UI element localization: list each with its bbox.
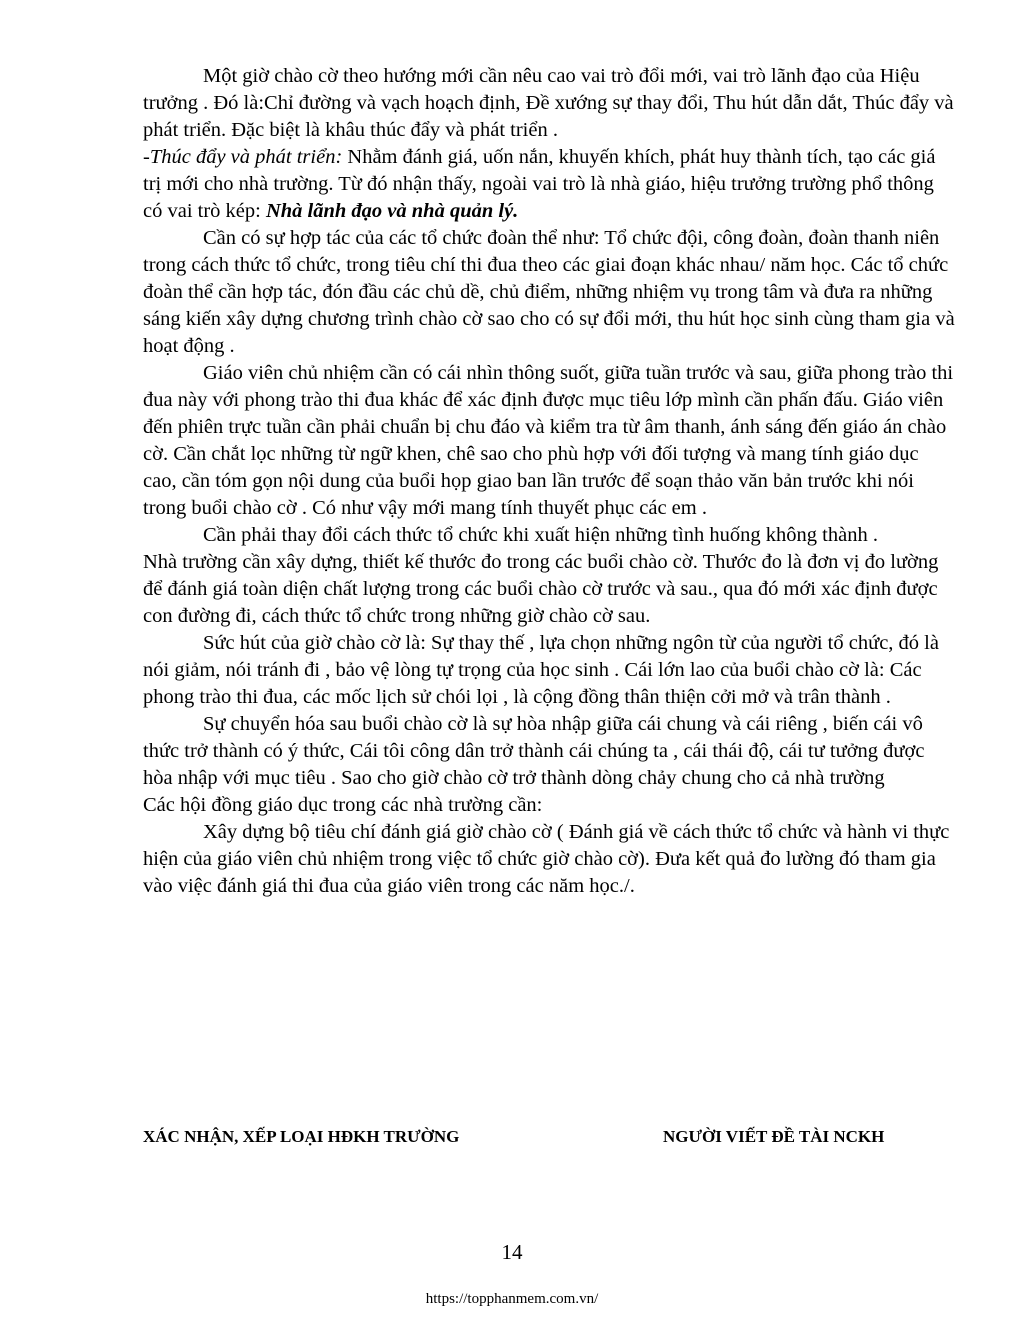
paragraph-appeal — [143, 630, 955, 711]
signature-author: NGƯỜI VIẾT ĐỀ TÀI NCKH — [663, 1127, 885, 1146]
signature-school-council: XÁC NHẬN, XẾP LOẠI HĐKH TRƯỜNG — [143, 1127, 460, 1146]
paragraph-councils — [143, 792, 955, 819]
paragraph-intro — [143, 63, 955, 144]
paragraph-text: Sự chuyển hóa sau buổi chào cờ là sự hòa nhập giữa cái chung và cái riêng , biến cái vô thức trở thành có ý thức, Cái tôi công dân trở thành cái chúng ta , cái thái độ, cái tư tưởng được hòa nhập với mục tiêu . Sao cho giờ chào cờ trở thành dòng chảy chung cho cả nhà trường — [143, 713, 925, 789]
footer-url: https://topphanmem.com.vn/ — [425, 1291, 599, 1307]
page-number: 14 — [501, 1240, 523, 1264]
paragraph-transformation — [143, 711, 955, 792]
paragraph-cooperation — [143, 225, 955, 360]
paragraph-text: Nhằm đánh giá, uốn nắn, khuyến khích, phát huy thành tích, tạo các giá trị mới cho nhà trường. Từ đó nhận thấy, ngoài vai trò là nhà giáo, hiệu trưởng trường phổ thông có vai trò kép: — [143, 146, 936, 222]
paragraph-change-organization — [143, 522, 955, 549]
paragraph-measurement — [143, 549, 955, 630]
paragraph-text: Cần phải thay đổi cách thức tổ chức khi xuất hiện những tình huống không thành . — [203, 524, 878, 546]
paragraph-text: Giáo viên chủ nhiệm cần có cái nhìn thông suốt, giữa tuần trước và sau, giữa phong trào thi đua này với phong trào thi đua khác để xác định được mục tiêu lớp mình cần phấn đấu. Giáo viên đến phiên trực tuần cần phải chuẩn bị chu đáo và kiểm tra từ âm thanh, ánh sáng đến giáo án chào cờ. Cần chắt lọc những từ ngữ khen, chê sao cho phù hợp với đối tượng và mang tính giáo dục cao, cần tóm gọn nội dung của buổi họp giao ban lần trước để soạn thảo văn bản trước khi nói trong buổi chào cờ . Có như vậy mới mang tính thuyết phục các em . — [143, 362, 954, 519]
signature-row — [143, 1127, 955, 1151]
paragraph-homeroom-teacher — [143, 360, 955, 522]
paragraph-criteria — [143, 819, 955, 900]
paragraph-emphasis-bold: Nhà lãnh đạo và nhà quản lý. — [265, 200, 519, 222]
paragraph-text: Sức hút của giờ chào cờ là: Sự thay thế , lựa chọn những ngôn từ của người tổ chức, đó là nói giảm, nói tránh đi , bảo vệ lòng tự trọng của học sinh . Cái lớn lao của buổi chào cờ là: Các phong trào thi đua, các mốc lịch sử chói lọi , là cộng đồng thân thiện cởi mở và trân thành . — [143, 632, 939, 708]
paragraph-text: Cần có sự hợp tác của các tổ chức đoàn thể như: Tổ chức đội, công đoàn, đoàn thanh niên trong cách thức tổ chức, trong tiêu chí thi đua theo các giai đoạn khác nhau/ năm học. Các tổ chức đoàn thể cần hợp tác, đón đầu các chủ dề, chủ điểm, những nhiệm vụ trong tâm và đưa ra những sáng kiến xây dựng chương trình chào cờ sao cho có sự đổi mới, thu hút học sinh cùng tham gia và hoạt động . — [143, 227, 955, 357]
paragraph-promote-develop — [143, 144, 955, 225]
paragraph-text: Các hội đồng giáo dục trong các nhà trường cần: — [143, 794, 543, 816]
document-body — [143, 63, 955, 900]
paragraph-text: Xây dựng bộ tiêu chí đánh giá giờ chào cờ ( Đánh giá về cách thức tổ chức và hành vi thực hiện của giáo viên chủ nhiệm trong việc tổ chức giờ chào cờ). Đưa kết quả đo lường đó tham gia vào việc đánh giá thi đua của giáo viên trong các năm học./. — [143, 821, 950, 897]
paragraph-text: Một giờ chào cờ theo hướng mới cần nêu cao vai trò đổi mới, vai trò lãnh đạo của Hiệu trưởng . Đó là:Chỉ đường và vạch hoạch định, Đề xướng sự thay đổi, Thu hút dẫn dắt, Thúc đẩy và phát triển. Đặc biệt là khâu thúc đẩy và phát triển . — [143, 65, 954, 141]
paragraph-text: Nhà trường cần xây dựng, thiết kế thước đo trong các buổi chào cờ. Thước đo là đơn vị đo lường để đánh giá toàn diện chất lượng trong các buổi chào cờ trước và sau., qua đó mới xác định được con đường đi, cách thức tổ chức trong những giờ chào cờ sau. — [143, 551, 939, 627]
paragraph-lead-italic: -Thúc đẩy và phát triển: — [143, 146, 343, 168]
